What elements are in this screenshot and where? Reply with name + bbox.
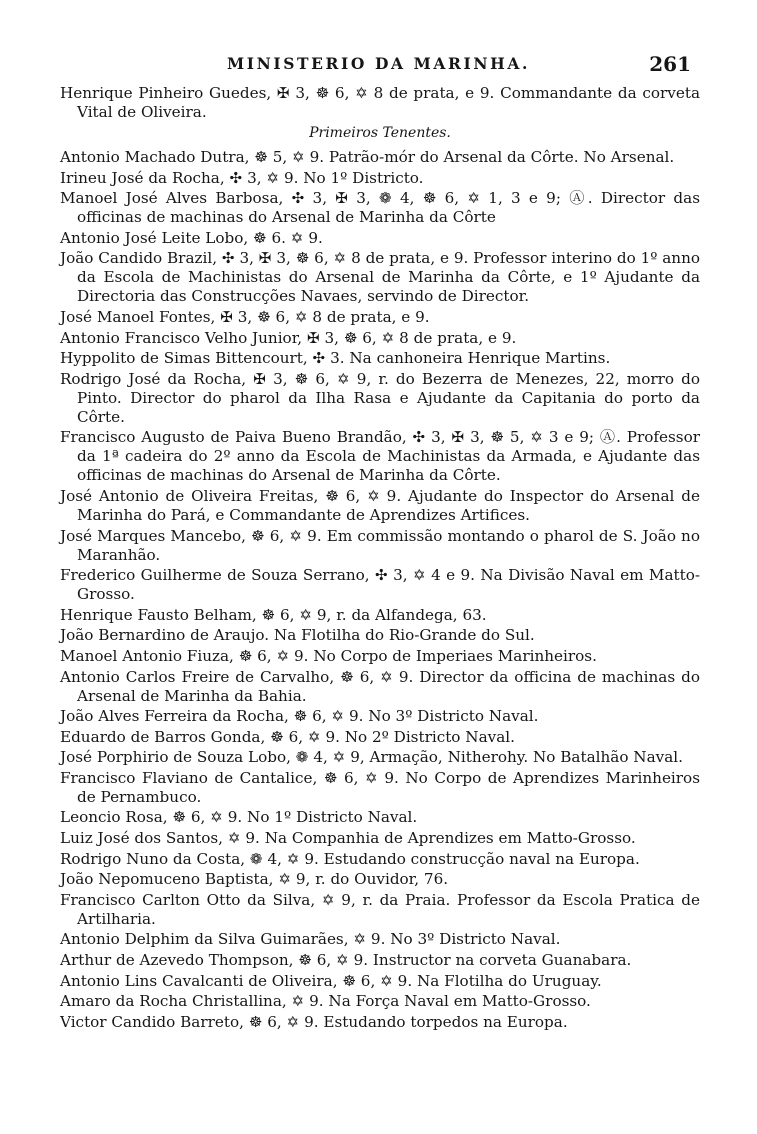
officer-entry: Luiz José dos Santos, ✡ 9. Na Companhia de Aprendizes em Matto-Grosso. bbox=[60, 829, 636, 848]
officer-list bbox=[60, 84, 700, 1033]
officer-entry: Rodrigo Nuno da Costa, ❁ 4, ✡ 9. Estudando construcção naval na Europa. bbox=[60, 849, 640, 868]
officer-entry: João Alves Ferreira da Rocha, ☸ 6, ✡ 9. No 3º Districto Naval. bbox=[60, 707, 539, 726]
officer-entry: Francisco Carlton Otto da Silva, ✡ 9, r. da Praia. Professor da Escola Pratica de Artilharia. bbox=[60, 890, 700, 928]
officer-entry: João Bernardino de Araujo. Na Flotilha do Rio-Grande do Sul. bbox=[60, 626, 535, 645]
officer-entry: Victor Candido Barreto, ☸ 6, ✡ 9. Estudando torpedos na Europa. bbox=[60, 1012, 568, 1031]
officer-entry: José Marques Mancebo, ☸ 6, ✡ 9. Em commissão montando o pharol de S. João no Maranhão. bbox=[60, 526, 700, 564]
page-number: 261 bbox=[649, 52, 691, 76]
section-title: Primeiros Tenentes. bbox=[309, 125, 451, 141]
officer-entry: Henrique Fausto Belham, ☸ 6, ✡ 9, r. da Alfandega, 63. bbox=[60, 605, 487, 624]
officer-entry: Eduardo de Barros Gonda, ☸ 6, ✡ 9. No 2º Districto Naval. bbox=[60, 727, 515, 746]
officer-entry: Manoel José Alves Barbosa, ✣ 3, ✠ 3, ❁ 4, ☸ 6, ✡ 1, 3 e 9; Ⓐ. Director das officinas de machinas do Arsenal de Marinha da Côrte bbox=[60, 189, 700, 227]
officer-entry: Antonio Carlos Freire de Carvalho, ☸ 6, ✡ 9. Director da officina de machinas do Arsenal de Marinha da Bahia. bbox=[60, 667, 700, 705]
officer-entry: Manoel Antonio Fiuza, ☸ 6, ✡ 9. No Corpo de Imperiaes Marinheiros. bbox=[60, 646, 597, 665]
officer-entry: João Candido Brazil, ✣ 3, ✠ 3, ☸ 6, ✡ 8 de prata, e 9. Professor interino do 1º anno da Escola de Machinistas do Arsenal de Marinha da Côrte, e 1º Ajudante da Directoria das Construcções Navaes, servindo de Director. bbox=[60, 249, 700, 306]
officer-entry: Henrique Pinheiro Guedes, ✠ 3, ☸ 6, ✡ 8 de prata, e 9. Commandante da corveta Vital de Oliveira. bbox=[60, 84, 700, 121]
officer-entry: José Manoel Fontes, ✠ 3, ☸ 6, ✡ 8 de prata, e 9. bbox=[60, 307, 430, 326]
officer-entry: Antonio Lins Cavalcanti de Oliveira, ☸ 6, ✡ 9. Na Flotilha do Uruguay. bbox=[60, 971, 602, 990]
officer-entry: Amaro da Rocha Christallina, ✡ 9. Na Força Naval em Matto-Grosso. bbox=[60, 992, 591, 1011]
officer-entry: Antonio Delphim da Silva Guimarães, ✡ 9. No 3º Districto Naval. bbox=[60, 930, 561, 949]
officer-entry: Antonio Machado Dutra, ☸ 5, ✡ 9. Patrão-mór do Arsenal da Côrte. No Arsenal. bbox=[60, 148, 675, 166]
officer-entry: Leoncio Rosa, ☸ 6, ✡ 9. No 1º Districto Naval. bbox=[60, 808, 418, 827]
page-header bbox=[0, 52, 757, 80]
officer-entry: Irineu José da Rocha, ✣ 3, ✡ 9. No 1º Districto. bbox=[60, 168, 424, 187]
officer-entry: João Nepomuceno Baptista, ✡ 9, r. do Ouvidor, 76. bbox=[60, 870, 449, 889]
officer-entry: Antonio José Leite Lobo, ☸ 6. ✡ 9. bbox=[60, 228, 323, 247]
running-title: MINISTERIO DA MARINHA. bbox=[226, 54, 530, 73]
officer-entry: Antonio Francisco Velho Junior, ✠ 3, ☸ 6, ✡ 8 de prata, e 9. bbox=[60, 328, 517, 347]
officer-entry: Arthur de Azevedo Thompson, ☸ 6, ✡ 9. Instructor na corveta Guanabara. bbox=[60, 951, 632, 970]
officer-entry: Rodrigo José da Rocha, ✠ 3, ☸ 6, ✡ 9, r. do Bezerra de Menezes, 22, morro do Pinto. Director do pharol da Ilha Rasa e Ajudante da Capitania do porto da Côrte. bbox=[60, 369, 700, 426]
officer-entry: José Antonio de Oliveira Freitas, ☸ 6, ✡ 9. Ajudante do Inspector do Arsenal de Marinha do Pará, e Commandante de Aprendizes Artifices. bbox=[60, 486, 700, 524]
officer-entry: Francisco Flaviano de Cantalice, ☸ 6, ✡ 9. No Corpo de Aprendizes Marinheiros de Pernambuco. bbox=[60, 768, 700, 806]
officer-entry: Hyppolito de Simas Bittencourt, ✣ 3. Na canhoneira Henrique Martins. bbox=[60, 349, 611, 368]
officer-entry: José Porphirio de Souza Lobo, ❁ 4, ✡ 9, Armação, Nitherohy. No Batalhão Naval. bbox=[60, 748, 683, 767]
officer-entry: Frederico Guilherme de Souza Serrano, ✣ 3, ✡ 4 e 9. Na Divisão Naval em Matto-Grosso. bbox=[60, 566, 700, 604]
officer-entry: Francisco Augusto de Paiva Bueno Brandão, ✣ 3, ✠ 3, ☸ 5, ✡ 3 e 9; Ⓐ. Professor da 1ª cadeira do 2º anno da Escola de Machinistas da Armada, e Ajudante das officinas de machinas do Arsenal de Marinha da Côrte. bbox=[60, 428, 700, 485]
